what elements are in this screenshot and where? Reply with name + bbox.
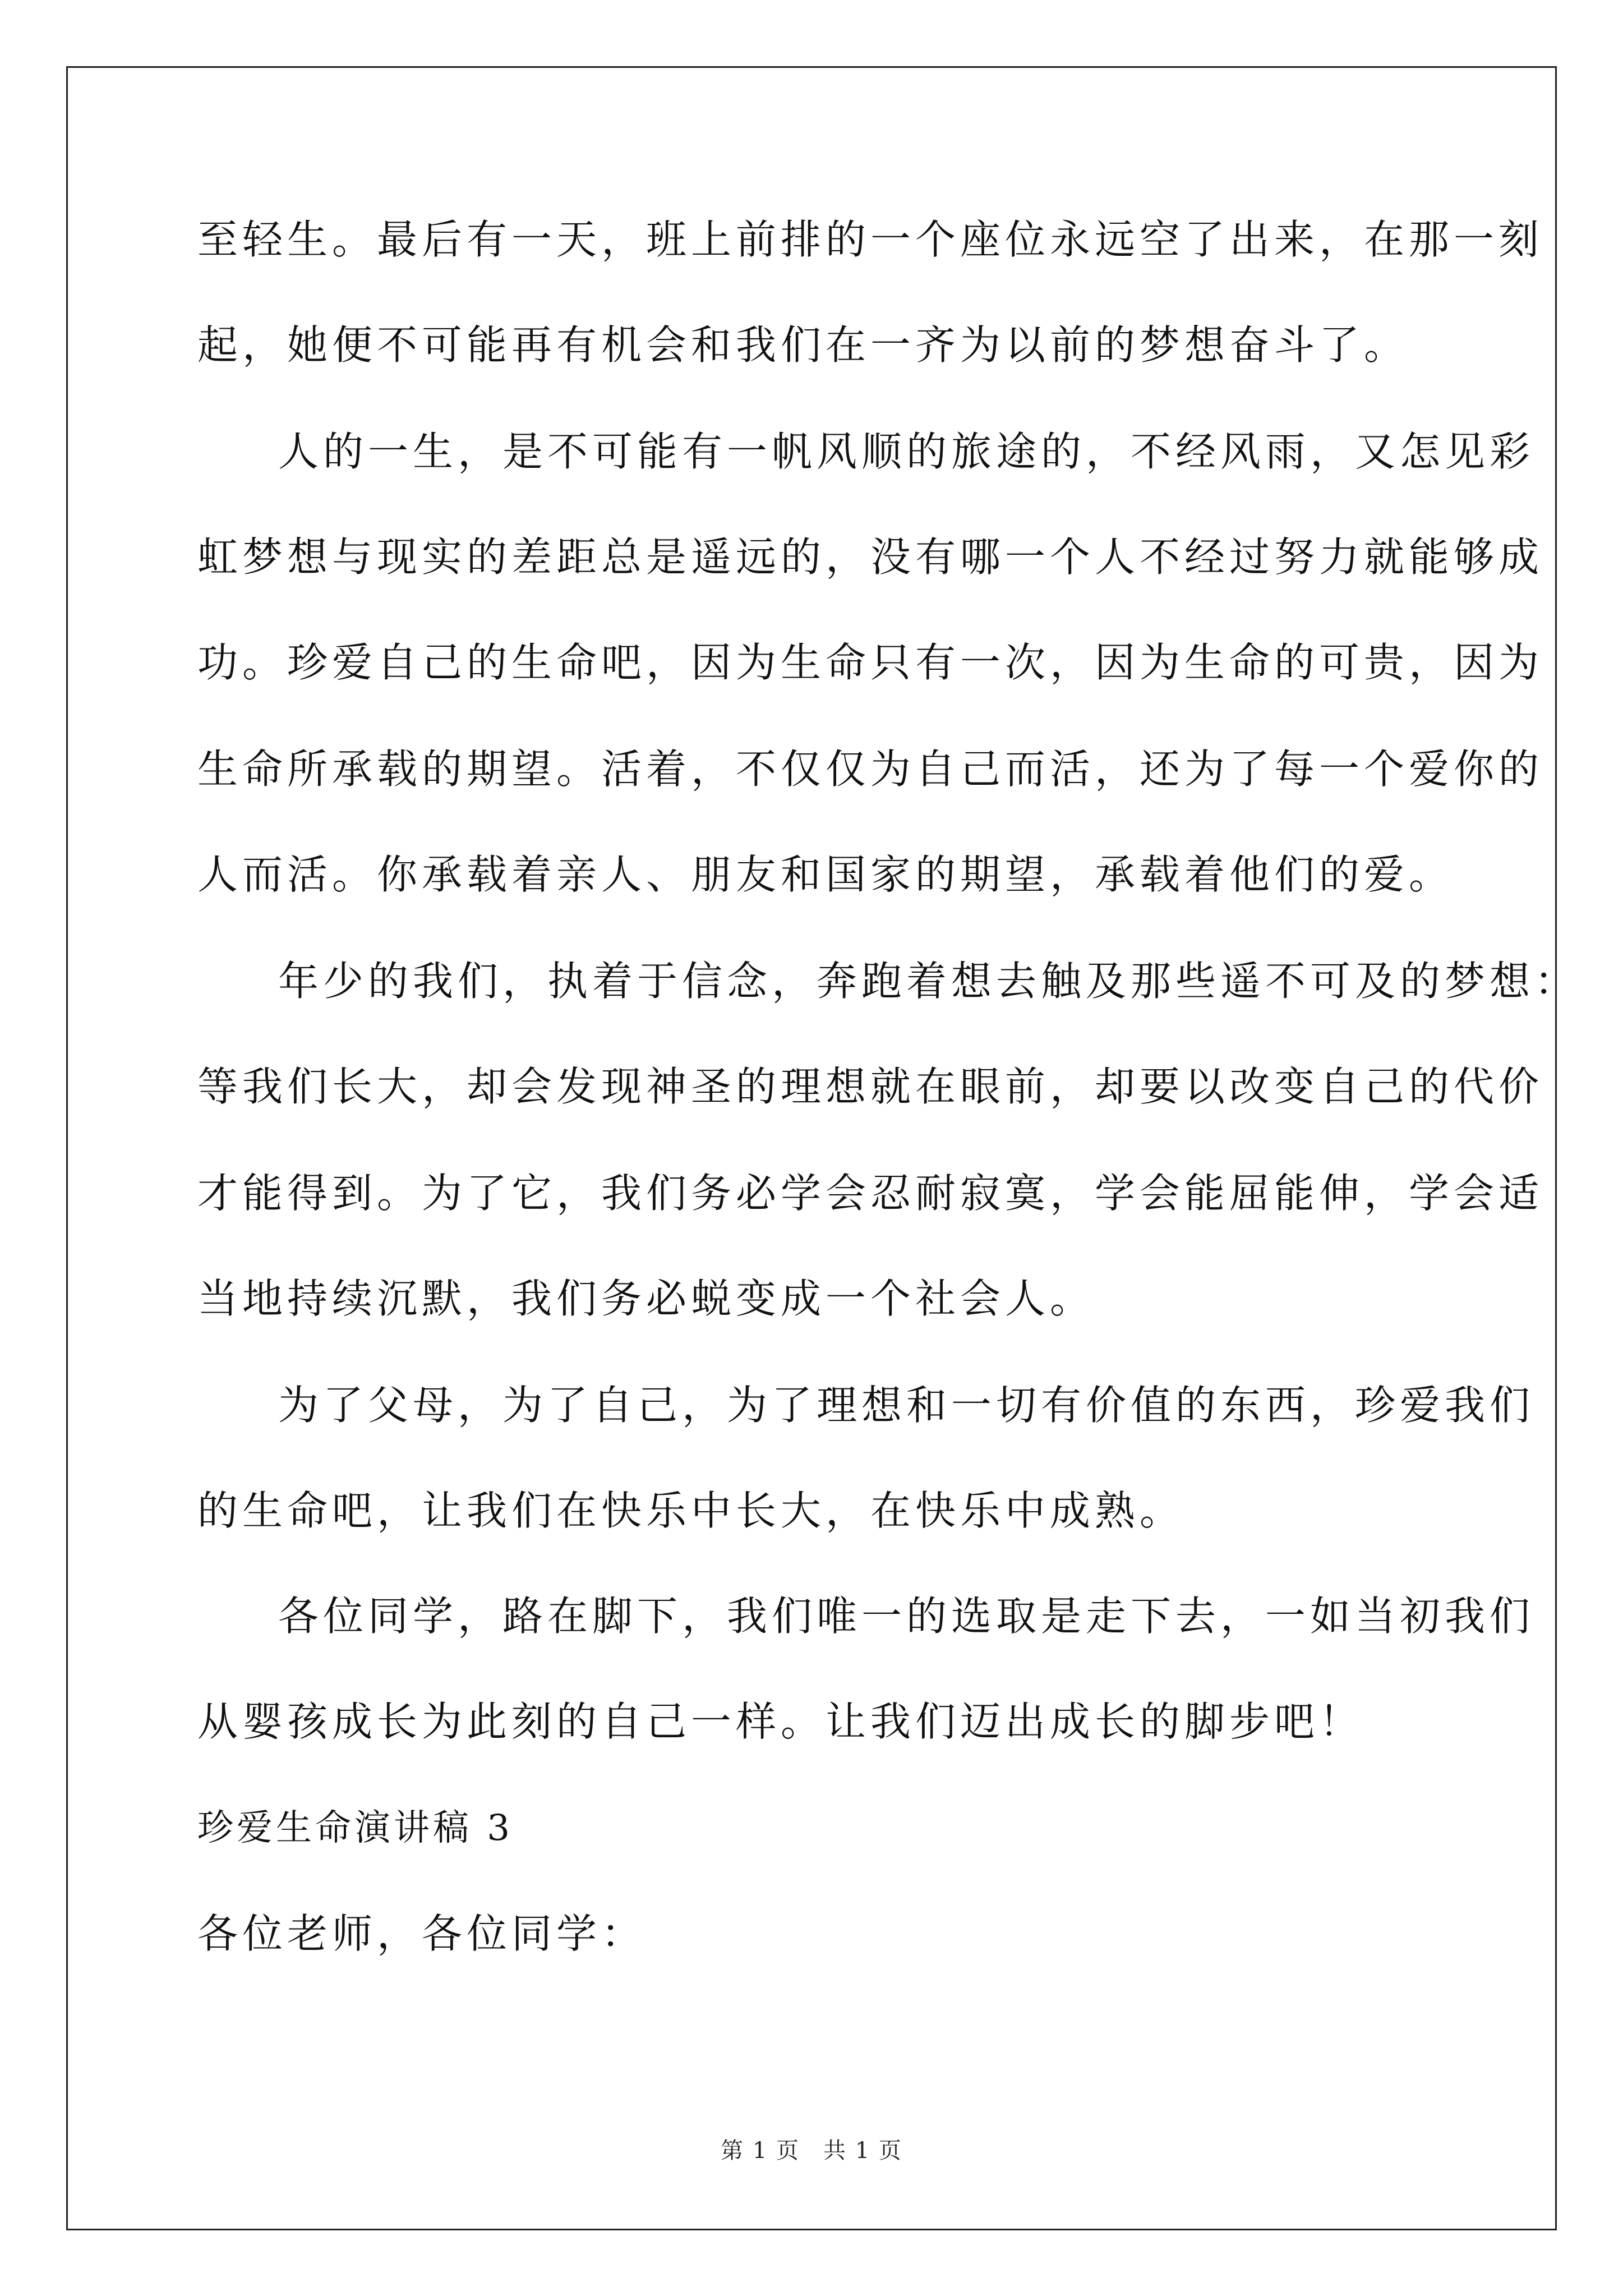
page-footer: 第 1 页 共 1 页 [721, 2138, 902, 2164]
greeting-line: 各位老师，各位同学： [197, 1910, 647, 1957]
text-line-11: 当地持续沉默，我们务必蜕变成一个社会人。 [197, 1275, 1095, 1322]
text-line-8: 年少的我们，执着于信念，奔跑着想去触及那些遥不可及的梦想： [278, 958, 1580, 1005]
text-line-13: 的生命吧，让我们在快乐中长大，在快乐中成熟。 [197, 1487, 1185, 1534]
text-line-10: 才能得到。为了它，我们务必学会忍耐寂寞，学会能屈能伸，学会适 [197, 1170, 1544, 1217]
text-line-14: 各位同学，路在脚下，我们唯一的选取是走下去，一如当初我们 [278, 1593, 1535, 1640]
section-title: 珍爱生命演讲稿 3 [197, 1807, 514, 1849]
text-line-5: 功。珍爱自己的生命吧，因为生命只有一次，因为生命的可贵，因为 [197, 639, 1544, 686]
text-line-6: 生命所承载的期望。活着，不仅仅为自己而活，还为了每一个爱你的 [197, 746, 1544, 793]
text-line-3: 人的一生，是不可能有一帆风顺的旅途的，不经风雨，又怎见彩 [278, 428, 1535, 475]
text-line-9: 等我们长大，却会发现神圣的理想就在眼前，却要以改变自己的代价 [197, 1063, 1544, 1110]
text-line-1: 至轻生。最后有一天，班上前排的一个座位永远空了出来，在那一刻 [197, 216, 1544, 263]
text-line-15: 从婴孩成长为此刻的自己一样。让我们迈出成长的脚步吧！ [197, 1698, 1364, 1745]
text-line-2: 起，她便不可能再有机会和我们在一齐为以前的梦想奋斗了。 [197, 321, 1409, 369]
text-line-12: 为了父母，为了自己，为了理想和一切有价值的东西，珍爱我们 [278, 1382, 1535, 1429]
text-line-4: 虹梦想与现实的差距总是遥远的，没有哪一个人不经过努力就能够成 [197, 533, 1544, 581]
text-line-7: 人而活。你承载着亲人、朋友和国家的期望，承载着他们的爱。 [197, 851, 1454, 898]
